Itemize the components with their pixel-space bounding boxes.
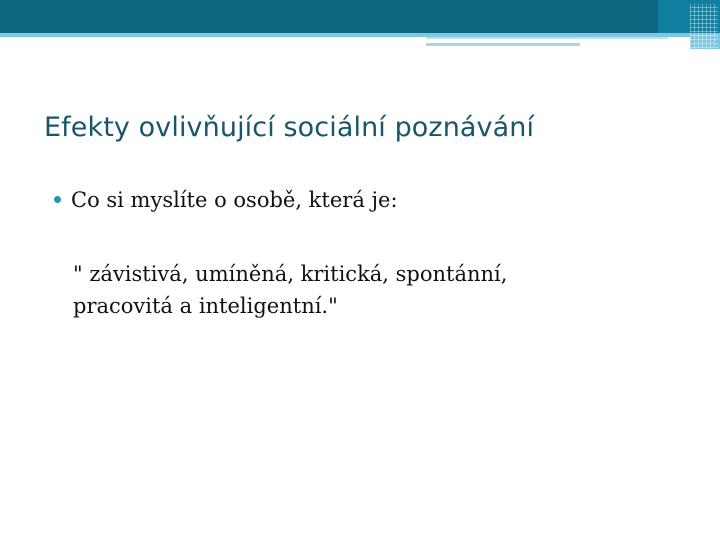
header-band: [0, 0, 720, 33]
bullet-item: [54, 188, 674, 212]
accent-line: [426, 43, 580, 46]
slide-title: Efekty ovlivňující sociální poznávání: [44, 112, 535, 143]
quote-line: pracovitá a inteligentní.": [73, 294, 338, 318]
bullet-text: Co si myslíte o osobě, která je:: [71, 188, 398, 212]
quote-text: [73, 258, 673, 322]
bullet-icon: [54, 196, 61, 203]
accent-line: [426, 37, 668, 39]
corner-grid-decoration: [690, 4, 718, 50]
quote-line: " závistivá, umíněná, kritická, spontánní,: [73, 262, 508, 286]
